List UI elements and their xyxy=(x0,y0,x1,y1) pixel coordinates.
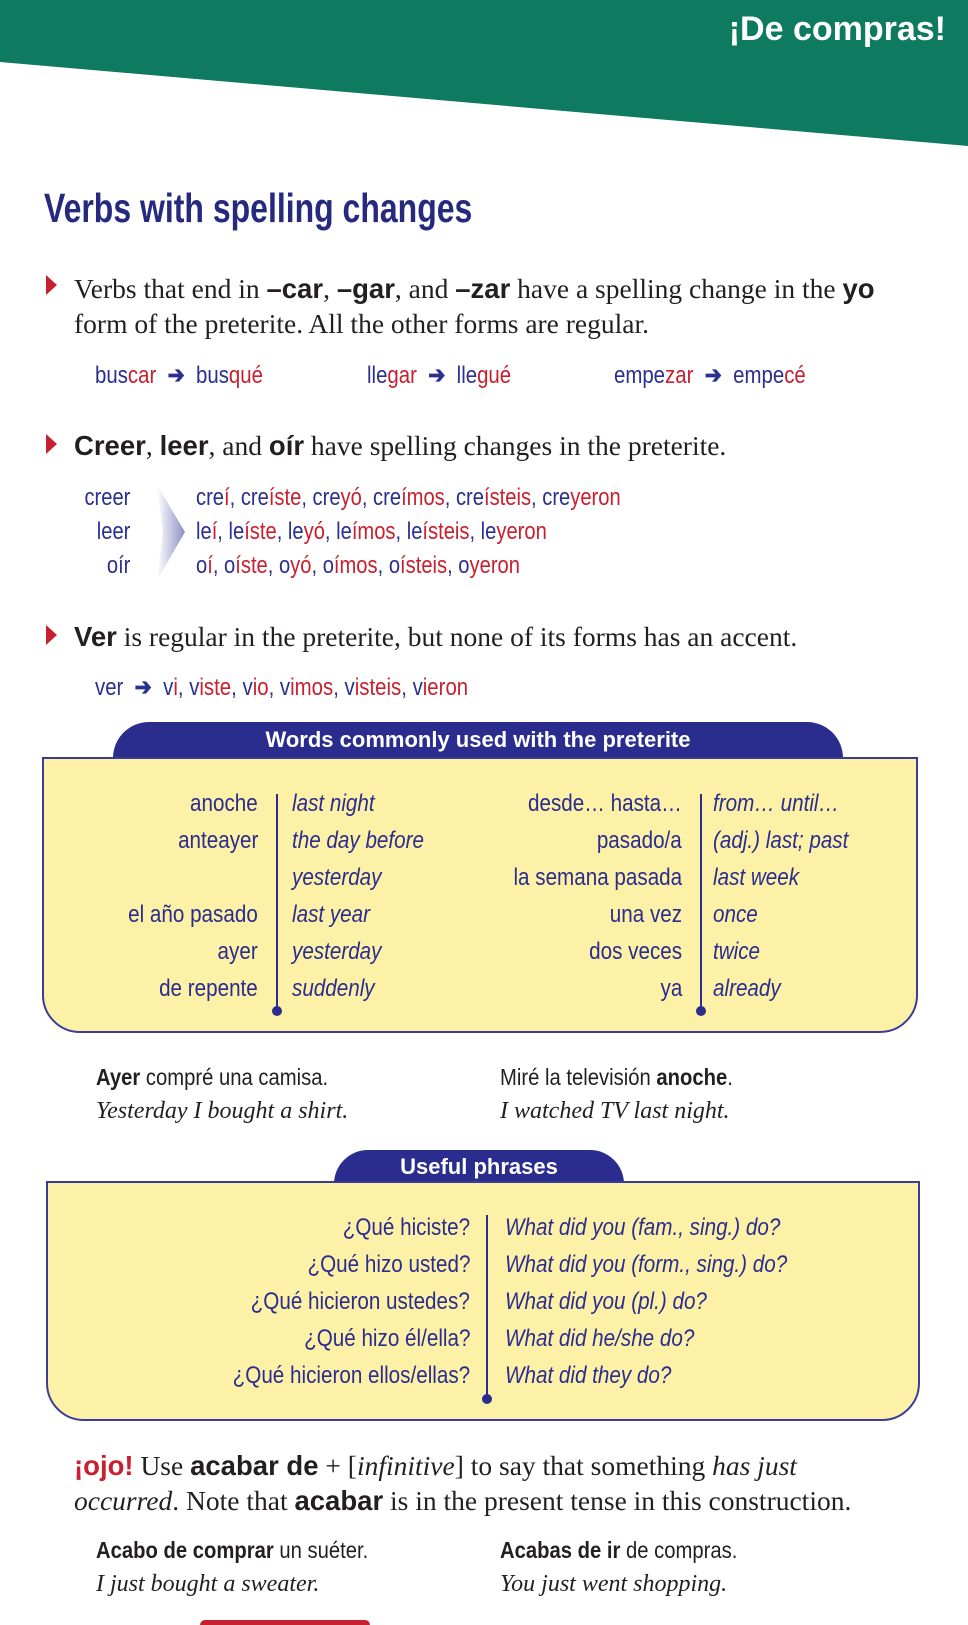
arrow-icon: ➔ xyxy=(161,362,191,389)
arrow-icon: ➔ xyxy=(422,362,452,389)
phrases-en: What did you (fam., sing.) do? What did you (form., sing.) do? What did you (pl.) do? What did he/she do? What did they do? xyxy=(505,1214,788,1389)
example-acabo: Acabo de comprar un suéter. xyxy=(96,1537,369,1563)
phrases-es: ¿Qué hiciste? ¿Qué hizo usted? ¿Qué hicieron ustedes? ¿Qué hizo él/ella? ¿Qué hicieron ellos/ellas? xyxy=(232,1214,470,1389)
arrow-icon: ➔ xyxy=(699,362,728,389)
ojo-note: ¡ojo! Use acabar de + [infinitive] to say that something has just occurred. Note that acabar is in the present tense in this construction. xyxy=(74,1450,852,1516)
bullet-3-text: Ver is regular in the preterite, but none of its forms has an accent. xyxy=(74,621,798,652)
example-ayer-translation: Yesterday I bought a shirt. xyxy=(96,1098,349,1124)
verb-creer: creer xyxy=(84,484,131,511)
example-acabo-translation: I just bought a sweater. xyxy=(96,1571,320,1597)
bullet-1-text: Verbs that end in –car, –gar, and –zar have a spelling change in the yo form of the preterite. All the other forms are regular. xyxy=(74,273,875,339)
divider xyxy=(700,794,702,1009)
verb-oir: oír xyxy=(106,552,131,579)
example-acabas-translation: You just went shopping. xyxy=(500,1571,728,1597)
divider xyxy=(276,794,278,1009)
words-left-es: anoche anteayer el año pasado ayer de repente xyxy=(128,790,258,1002)
bottom-rule xyxy=(200,1620,370,1625)
example-anoche: Miré la televisión anoche. xyxy=(500,1064,733,1090)
bullet-marker xyxy=(46,625,57,645)
example-buscar: buscar ➔ busqué xyxy=(95,362,263,389)
divider-dot xyxy=(696,1006,706,1016)
example-ayer: Ayer compré una camisa. xyxy=(96,1064,329,1090)
words-right-en: from… until… (adj.) last; past last week once twice already xyxy=(713,790,849,1002)
words-box-title: Words commonly used with the preterite xyxy=(113,722,843,758)
words-right-es: desde… hasta… pasado/a la semana pasada una vez dos veces ya xyxy=(513,790,682,1002)
section-title: Verbs with spelling changes xyxy=(44,185,473,231)
ojo-label: ¡ojo! xyxy=(74,1450,134,1481)
verb-leer: leer xyxy=(96,518,131,545)
example-empezar: empezar ➔ empecé xyxy=(614,362,806,389)
example-acabas: Acabas de ir de compras. xyxy=(500,1537,738,1563)
conjugation-creer: creí, creíste, creyó, creímos, creísteis, creyeron xyxy=(196,484,621,511)
arrow-icon: ➔ xyxy=(129,674,158,701)
conjugation-oir: oí, oíste, oyó, oímos, oísteis, oyeron xyxy=(196,552,520,579)
divider-dot xyxy=(482,1394,492,1404)
bullet-marker xyxy=(46,434,57,454)
divider xyxy=(486,1215,488,1397)
divider-dot xyxy=(272,1006,282,1016)
conjugation-leer: leí, leíste, leyó, leímos, leísteis, leyeron xyxy=(196,518,547,545)
example-anoche-translation: I watched TV last night. xyxy=(500,1098,730,1124)
bullet-2-text: Creer, leer, and oír have spelling changes in the preterite. xyxy=(74,430,727,461)
bullet-marker xyxy=(46,275,57,295)
chapter-title: ¡De compras! xyxy=(728,10,946,48)
example-llegar: llegar ➔ llegué xyxy=(367,362,512,389)
phrases-box-title: Useful phrases xyxy=(334,1150,624,1184)
words-left-en: last night the day before yesterday last year yesterday suddenly xyxy=(292,790,424,1002)
ver-conjugation: ver ➔ vi, viste, vio, vimos, visteis, vieron xyxy=(95,674,469,701)
chevron-right-icon xyxy=(155,485,187,580)
